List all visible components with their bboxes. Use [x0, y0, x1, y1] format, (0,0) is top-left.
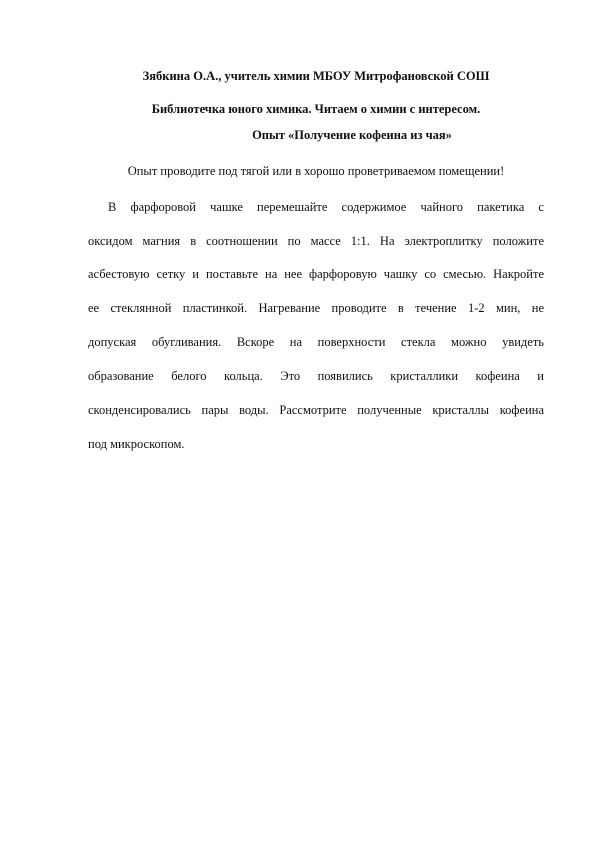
- series-title: Библиотечка юного химика. Читаем о химии с интересом.: [151, 102, 481, 116]
- paragraph-line: под микроскопом.: [88, 437, 185, 451]
- paragraph-line: асбестовую сетку и поставьте на нее фарфоровую чашку со смесью. Накройте: [88, 267, 544, 281]
- paragraph-line: оксидом магния в соотношении по массе 1:1. На электроплитку положите: [88, 234, 544, 248]
- experiment-title: Опыт «Получение кофеина из чая»: [252, 128, 452, 142]
- paragraph-line: допуская обугливания. Вскоре на поверхности стекла можно увидеть: [88, 335, 544, 349]
- paragraph-line: ее стеклянной пластинкой. Нагревание проводите в течение 1-2 мин, не: [88, 301, 544, 315]
- paragraph-line: образование белого кольца. Это появились кристаллики кофеина и: [88, 369, 544, 383]
- paragraph-line: сконденсировались пары воды. Рассмотрите полученные кристаллы кофеина: [88, 403, 544, 417]
- author-line: Зябкина О.А., учитель химии МБОУ Митрофановской СОШ: [142, 69, 490, 83]
- paragraph-line: В фарфоровой чашке перемешайте содержимое чайного пакетика с: [108, 200, 544, 214]
- safety-note: Опыт проводите под тягой или в хорошо проветриваемом помещении!: [127, 164, 505, 178]
